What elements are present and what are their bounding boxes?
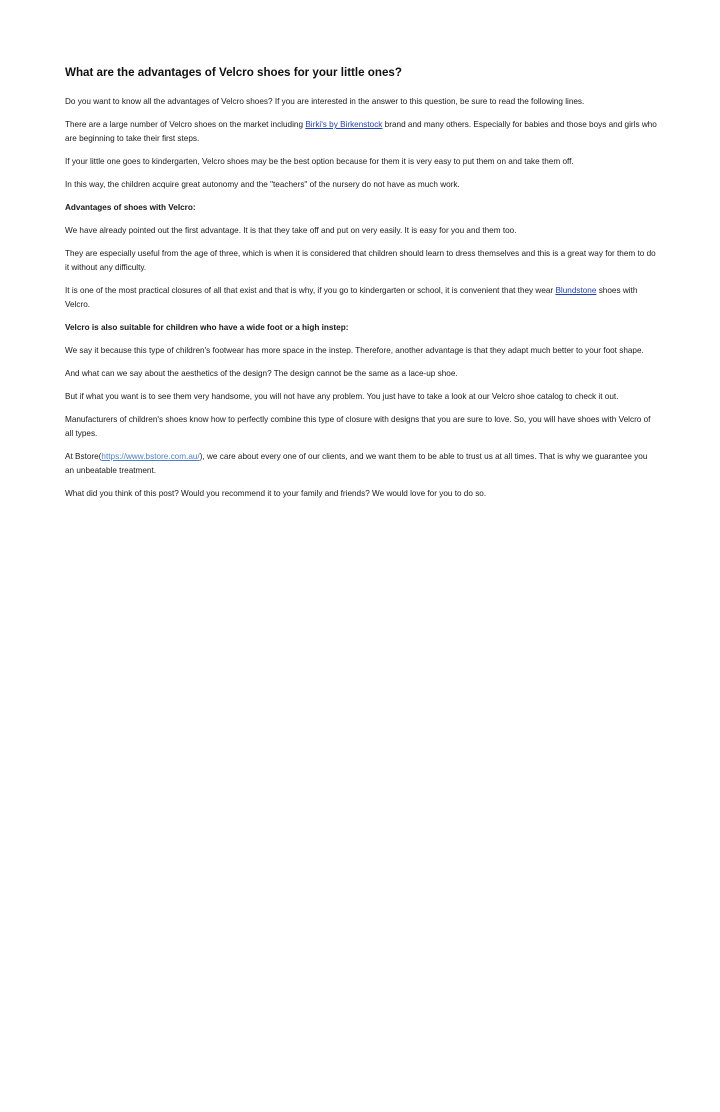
document-page	[65, 66, 657, 510]
paragraph-aesthetics: And what can we say about the aesthetics of the design? The design cannot be the same as a lace-up shoe.	[65, 369, 458, 378]
paragraph-text: There are a large number of Velcro shoes on the market including	[65, 120, 306, 129]
subheading-wide-foot: Velcro is also suitable for children who have a wide foot or a high instep:	[65, 323, 349, 332]
paragraph-practical-closures	[65, 284, 657, 312]
paragraph-first-advantage: We have already pointed out the first advantage. It is that they take off and put on very easily. It is easy for you and them too.	[65, 226, 517, 235]
paragraph-text: It is one of the most practical closures of all that exist and that is why, if you go to kindergarten or school, it is convenient that they wear	[65, 286, 556, 295]
paragraph-text: brand and many others. Especially for babies and those boys and girls who are beginning to take their first steps.	[65, 120, 657, 143]
intro-paragraph: Do you want to know all the advantages of Velcro shoes? If you are interested in the answer to this question, be sure to read the following lines.	[65, 97, 585, 106]
paragraph-text: ), we care about every one of our clients, and we want them to be able to trust us at all times. That is why we guarantee you an unbeatable treatment.	[65, 452, 648, 475]
paragraph-instep: We say it because this type of children's footwear has more space in the instep. Therefore, another advantage is that they adapt much better to your foot shape.	[65, 346, 644, 355]
paragraph-manufacturers: Manufacturers of children's shoes know how to perfectly combine this type of closure with designs that you are sure to love. So, you will have shoes with Velcro of all types.	[65, 415, 651, 438]
bstore-url-link[interactable]: https://www.bstore.com.au/	[101, 452, 200, 461]
paragraph-market	[65, 118, 657, 146]
page-title: What are the advantages of Velcro shoes for your little ones?	[65, 66, 402, 79]
paragraph-kindergarten: If your little one goes to kindergarten, Velcro shoes may be the best option because for them it is very easy to put them on and take them off.	[65, 157, 574, 166]
paragraph-text: At Bstore(	[65, 452, 102, 461]
paragraph-autonomy: In this way, the children acquire great autonomy and the "teachers" of the nursery do not have as much work.	[65, 180, 460, 189]
birkis-by-birkenstock-link[interactable]: Birki's by Birkenstock	[305, 120, 383, 129]
blundstone-link[interactable]: Blundstone	[555, 286, 597, 295]
paragraph-closing: What did you think of this post? Would you recommend it to your family and friends? We would love for you to do so.	[65, 489, 487, 498]
paragraph-bstore	[65, 450, 657, 478]
paragraph-age-three: They are especially useful from the age of three, which is when it is considered that children should learn to dress themselves and this is a great way for them to do it without any difficulty.	[65, 249, 656, 272]
subheading-advantages: Advantages of shoes with Velcro:	[65, 203, 196, 212]
paragraph-text: shoes with Velcro.	[65, 286, 638, 309]
paragraph-handsome: But if what you want is to see them very handsome, you will not have any problem. You just have to take a look at our Velcro shoe catalog to check it out.	[65, 392, 619, 401]
